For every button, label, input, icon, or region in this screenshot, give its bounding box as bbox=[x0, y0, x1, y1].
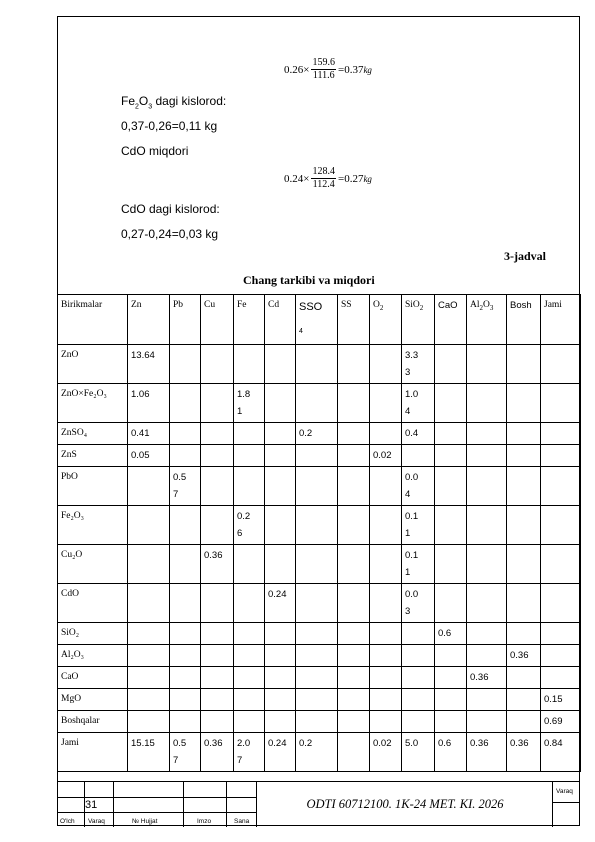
stamp-label: O'lch bbox=[60, 818, 75, 825]
table-row bbox=[58, 345, 581, 384]
varaq-label: Varaq bbox=[556, 788, 573, 795]
table-cell bbox=[265, 345, 296, 384]
equals-sign: = bbox=[337, 63, 345, 76]
table-cell bbox=[234, 584, 265, 623]
fraction bbox=[311, 57, 336, 82]
table-cell bbox=[234, 423, 265, 445]
table-row bbox=[58, 423, 581, 445]
table-cell bbox=[296, 467, 338, 506]
col-header: Fe bbox=[234, 295, 265, 345]
table-cell bbox=[435, 545, 467, 584]
subscript: 2 bbox=[135, 103, 139, 111]
table-cell bbox=[338, 584, 370, 623]
table-cell bbox=[201, 645, 234, 667]
table-cell bbox=[234, 667, 265, 689]
table-cell bbox=[507, 584, 541, 623]
fraction-numerator: 128.4 bbox=[312, 166, 335, 177]
table-cell bbox=[265, 545, 296, 584]
header-text: SiO bbox=[405, 300, 420, 310]
subscript: 3 bbox=[489, 303, 494, 312]
subscript: 2 bbox=[419, 303, 424, 312]
table-cell: 0.15 bbox=[541, 689, 581, 711]
table-cell bbox=[201, 506, 234, 545]
table-cell bbox=[170, 506, 201, 545]
col-header: SS bbox=[338, 295, 370, 345]
table-cell bbox=[402, 711, 435, 733]
table-cell bbox=[370, 345, 402, 384]
row-label: Boshqalar bbox=[58, 711, 128, 733]
table-cell bbox=[467, 423, 507, 445]
table-cell bbox=[541, 467, 581, 506]
col-header: Cu bbox=[201, 295, 234, 345]
table-cell bbox=[541, 667, 581, 689]
formula-coefficient: 0.24 bbox=[284, 172, 304, 185]
table-cell: 0.5 7 bbox=[170, 467, 201, 506]
table-cell bbox=[507, 345, 541, 384]
table-cell: 0.1 1 bbox=[402, 506, 435, 545]
table-cell bbox=[370, 384, 402, 423]
table-header-row bbox=[58, 295, 581, 345]
row-label: SiO₂ bbox=[58, 623, 128, 645]
header-text: SSO bbox=[299, 301, 323, 313]
table-cell bbox=[338, 467, 370, 506]
table-cell bbox=[170, 645, 201, 667]
fe2o3-oxygen-line bbox=[121, 94, 226, 110]
table-cell bbox=[170, 667, 201, 689]
table-cell bbox=[128, 667, 170, 689]
row-label: Fe₂O₃ bbox=[58, 506, 128, 545]
table-cell bbox=[296, 384, 338, 423]
table-cell bbox=[507, 506, 541, 545]
row-label: Cu₂O bbox=[58, 545, 128, 584]
table-cell bbox=[507, 467, 541, 506]
table-cell bbox=[296, 545, 338, 584]
table-cell bbox=[201, 384, 234, 423]
table-cell bbox=[467, 689, 507, 711]
table-cell: 0.6 bbox=[435, 623, 467, 645]
cdo-oxygen-line: CdO dagi kislorod: bbox=[121, 202, 220, 216]
col-header: Cd bbox=[265, 295, 296, 345]
table-cell bbox=[338, 506, 370, 545]
formula-text: Fe bbox=[121, 94, 136, 108]
table-row bbox=[58, 623, 581, 645]
table-cell bbox=[541, 645, 581, 667]
table-row bbox=[58, 384, 581, 423]
table-cell: 1.8 1 bbox=[234, 384, 265, 423]
fraction-numerator: 159.6 bbox=[312, 57, 335, 68]
table-cell bbox=[467, 467, 507, 506]
table-cell: 13.64 bbox=[128, 345, 170, 384]
subscript: 2 bbox=[379, 303, 384, 312]
table-cell bbox=[402, 445, 435, 467]
table-cell bbox=[370, 506, 402, 545]
table-cell bbox=[265, 384, 296, 423]
table-cell bbox=[507, 711, 541, 733]
header-text: O bbox=[483, 300, 490, 310]
table-cell bbox=[507, 545, 541, 584]
table-title: Chang tarkibi va miqdori bbox=[243, 273, 375, 287]
row-label: CaO bbox=[58, 667, 128, 689]
table-cell: 0.02 bbox=[370, 733, 402, 772]
table-cell bbox=[201, 584, 234, 623]
table-cell bbox=[170, 623, 201, 645]
table-cell: 0.84 bbox=[541, 733, 581, 772]
table-cell bbox=[541, 584, 581, 623]
table-cell bbox=[338, 733, 370, 772]
table-row bbox=[58, 667, 581, 689]
stamp-label: Varaq bbox=[88, 818, 105, 825]
table-cell bbox=[467, 545, 507, 584]
table-cell bbox=[234, 689, 265, 711]
table-cell bbox=[128, 545, 170, 584]
table-cell bbox=[170, 345, 201, 384]
table-cell bbox=[170, 384, 201, 423]
table-cell bbox=[370, 423, 402, 445]
table-cell bbox=[201, 623, 234, 645]
row-label: ZnSO₄ bbox=[58, 423, 128, 445]
table-cell: 0.2 6 bbox=[234, 506, 265, 545]
stamp-label: Imzo bbox=[197, 818, 212, 825]
table-cell bbox=[170, 711, 201, 733]
formula-coefficient: 0.26 bbox=[284, 63, 304, 76]
table-cell bbox=[265, 423, 296, 445]
table-cell bbox=[201, 689, 234, 711]
table-cell bbox=[370, 584, 402, 623]
table-cell bbox=[296, 711, 338, 733]
table-cell: 2.0 7 bbox=[234, 733, 265, 772]
table-cell: 0.36 bbox=[201, 545, 234, 584]
table-cell bbox=[338, 423, 370, 445]
table-cell bbox=[338, 667, 370, 689]
table-cell bbox=[541, 423, 581, 445]
row-label: ZnO×Fe₂O₃ bbox=[58, 384, 128, 423]
cdo-amount-line: CdO miqdori bbox=[121, 144, 189, 158]
table-cell: 1.0 4 bbox=[402, 384, 435, 423]
table-cell bbox=[467, 711, 507, 733]
times-sign: × bbox=[303, 63, 310, 76]
table-cell bbox=[234, 623, 265, 645]
fraction bbox=[311, 166, 336, 191]
table-cell bbox=[296, 506, 338, 545]
table-cell: 0.0 4 bbox=[402, 467, 435, 506]
formula-result: 0.37 bbox=[344, 63, 364, 76]
table-cell bbox=[435, 667, 467, 689]
table-cell bbox=[338, 445, 370, 467]
table-cell bbox=[296, 445, 338, 467]
table-cell bbox=[370, 667, 402, 689]
table-cell bbox=[507, 667, 541, 689]
table-cell bbox=[296, 689, 338, 711]
dust-composition-table bbox=[57, 294, 581, 772]
table-cell bbox=[170, 545, 201, 584]
times-sign: × bbox=[303, 172, 310, 185]
equals-sign: = bbox=[337, 172, 345, 185]
table-cell: 0.41 bbox=[128, 423, 170, 445]
table-cell bbox=[467, 623, 507, 645]
table-row bbox=[58, 467, 581, 506]
table-cell bbox=[435, 445, 467, 467]
stamp-label: Sana bbox=[234, 818, 250, 825]
table-cell bbox=[467, 345, 507, 384]
table-cell bbox=[201, 667, 234, 689]
table-row bbox=[58, 645, 581, 667]
table-cell bbox=[435, 506, 467, 545]
table-row bbox=[58, 733, 581, 772]
table-cell: 0.2 bbox=[296, 423, 338, 445]
table-cell bbox=[234, 711, 265, 733]
table-cell bbox=[265, 506, 296, 545]
page-number: 31 bbox=[85, 799, 98, 811]
table-row bbox=[58, 711, 581, 733]
table-cell bbox=[234, 445, 265, 467]
table-cell bbox=[541, 384, 581, 423]
table-cell: 1.06 bbox=[128, 384, 170, 423]
fe2o3-calc-line: 0,37-0,26=0,11 kg bbox=[121, 119, 218, 133]
row-label: ZnS bbox=[58, 445, 128, 467]
row-label: ZnO bbox=[58, 345, 128, 384]
table-cell bbox=[128, 645, 170, 667]
table-cell bbox=[541, 345, 581, 384]
table-cell bbox=[170, 584, 201, 623]
table-cell bbox=[402, 689, 435, 711]
table-cell: 0.4 bbox=[402, 423, 435, 445]
table-cell: 0.1 1 bbox=[402, 545, 435, 584]
table-cell bbox=[370, 623, 402, 645]
table-cell: 0.2 bbox=[296, 733, 338, 772]
fraction-denominator: 112.4 bbox=[312, 179, 335, 190]
table-cell: 3.3 3 bbox=[402, 345, 435, 384]
table-cell bbox=[338, 545, 370, 584]
fraction-denominator: 111.6 bbox=[312, 70, 335, 81]
col-header: Bosh bbox=[507, 295, 541, 345]
table-cell bbox=[370, 545, 402, 584]
table-cell: 0.69 bbox=[541, 711, 581, 733]
table-cell bbox=[370, 467, 402, 506]
col-header bbox=[402, 295, 435, 345]
table-cell bbox=[170, 445, 201, 467]
table-cell bbox=[435, 689, 467, 711]
table-cell bbox=[435, 384, 467, 423]
table-cell bbox=[507, 623, 541, 645]
table-row bbox=[58, 584, 581, 623]
header-text: Al bbox=[470, 300, 480, 310]
title-block bbox=[57, 781, 580, 827]
formula-text: dagi kislorod: bbox=[152, 94, 227, 108]
table-cell bbox=[467, 384, 507, 423]
row-label: MgO bbox=[58, 689, 128, 711]
table-cell bbox=[201, 467, 234, 506]
formula-result: 0.27 bbox=[344, 172, 364, 185]
table-cell bbox=[296, 584, 338, 623]
col-header: Birikmalar bbox=[58, 295, 128, 345]
col-header bbox=[296, 295, 338, 345]
table-cell: 0.05 bbox=[128, 445, 170, 467]
table-cell bbox=[234, 645, 265, 667]
formula-unit: kg bbox=[363, 64, 372, 75]
table-row bbox=[58, 689, 581, 711]
col-header: Pb bbox=[170, 295, 201, 345]
table-cell: 0.36 bbox=[507, 645, 541, 667]
table-cell bbox=[296, 645, 338, 667]
table-cell bbox=[338, 384, 370, 423]
table-cell bbox=[507, 423, 541, 445]
table-cell bbox=[507, 384, 541, 423]
table-cell bbox=[338, 689, 370, 711]
table-cell bbox=[128, 467, 170, 506]
document-code: ODTI 60712100. 1K-24 MET. KI. 2026 bbox=[306, 797, 504, 811]
table-cell bbox=[265, 467, 296, 506]
table-cell bbox=[338, 623, 370, 645]
row-label: CdO bbox=[58, 584, 128, 623]
formula-fe2o3 bbox=[284, 57, 372, 82]
table-cell: 0.36 bbox=[467, 733, 507, 772]
table-cell bbox=[265, 645, 296, 667]
table-cell bbox=[201, 423, 234, 445]
table-cell: 15.15 bbox=[128, 733, 170, 772]
table-cell bbox=[265, 445, 296, 467]
table-cell bbox=[370, 711, 402, 733]
table-cell bbox=[402, 623, 435, 645]
stamp-label: № Hujjat bbox=[132, 818, 158, 825]
table-cell bbox=[402, 645, 435, 667]
table-cell bbox=[541, 545, 581, 584]
table-cell bbox=[541, 445, 581, 467]
table-cell bbox=[435, 423, 467, 445]
table-cell bbox=[338, 645, 370, 667]
table-cell bbox=[296, 623, 338, 645]
table-cell bbox=[128, 711, 170, 733]
table-row bbox=[58, 545, 581, 584]
table-cell bbox=[128, 623, 170, 645]
table-cell bbox=[467, 445, 507, 467]
table-cell: 0.5 7 bbox=[170, 733, 201, 772]
subscript: 2 bbox=[479, 303, 483, 312]
table-cell: 0.36 bbox=[507, 733, 541, 772]
table-cell bbox=[467, 645, 507, 667]
formula-unit: kg bbox=[363, 173, 372, 184]
cdo-calc-line: 0,27-0,24=0,03 kg bbox=[121, 227, 219, 241]
table-cell bbox=[435, 467, 467, 506]
table-cell bbox=[507, 445, 541, 467]
table-cell bbox=[234, 545, 265, 584]
table-cell: 5.0 bbox=[402, 733, 435, 772]
table-row bbox=[58, 506, 581, 545]
table-row bbox=[58, 445, 581, 467]
table-cell bbox=[435, 345, 467, 384]
table-cell bbox=[128, 584, 170, 623]
subscript: 4 bbox=[299, 328, 303, 336]
table-cell bbox=[265, 667, 296, 689]
table-cell bbox=[338, 345, 370, 384]
table-cell bbox=[370, 689, 402, 711]
row-label: Jami bbox=[58, 733, 128, 772]
formula-text: O bbox=[138, 94, 149, 108]
table-cell: 0.6 bbox=[435, 733, 467, 772]
formula-cdo bbox=[284, 166, 372, 191]
row-label: PbO bbox=[58, 467, 128, 506]
table-cell bbox=[234, 345, 265, 384]
table-cell bbox=[507, 689, 541, 711]
col-header bbox=[467, 295, 507, 345]
table-cell bbox=[467, 584, 507, 623]
table-cell: 0.36 bbox=[201, 733, 234, 772]
table-cell bbox=[338, 711, 370, 733]
table-cell bbox=[435, 584, 467, 623]
row-label: Al₂O₃ bbox=[58, 645, 128, 667]
table-cell bbox=[170, 423, 201, 445]
table-cell bbox=[234, 467, 265, 506]
table-cell bbox=[296, 345, 338, 384]
table-cell bbox=[541, 623, 581, 645]
table-cell bbox=[265, 623, 296, 645]
table-cell bbox=[128, 689, 170, 711]
table-cell: 0.36 bbox=[467, 667, 507, 689]
table-cell bbox=[541, 506, 581, 545]
table-cell bbox=[435, 711, 467, 733]
table-cell bbox=[265, 711, 296, 733]
col-header bbox=[370, 295, 402, 345]
table-cell bbox=[435, 645, 467, 667]
table-cell bbox=[170, 689, 201, 711]
table-cell bbox=[265, 689, 296, 711]
col-header: Jami bbox=[541, 295, 581, 345]
table-label: 3-jadval bbox=[504, 249, 546, 263]
table-cell: 0.24 bbox=[265, 584, 296, 623]
table-cell bbox=[201, 445, 234, 467]
table-cell bbox=[296, 667, 338, 689]
header-text: O bbox=[373, 300, 380, 310]
table-cell: 0.02 bbox=[370, 445, 402, 467]
col-header: Zn bbox=[128, 295, 170, 345]
col-header: CaO bbox=[435, 295, 467, 345]
table-cell: 0.0 3 bbox=[402, 584, 435, 623]
table-cell bbox=[402, 667, 435, 689]
table-cell: 0.24 bbox=[265, 733, 296, 772]
table-cell bbox=[201, 345, 234, 384]
table-cell bbox=[467, 506, 507, 545]
table-cell bbox=[370, 645, 402, 667]
table-cell bbox=[128, 506, 170, 545]
subscript: 3 bbox=[148, 103, 153, 111]
table-cell bbox=[201, 711, 234, 733]
